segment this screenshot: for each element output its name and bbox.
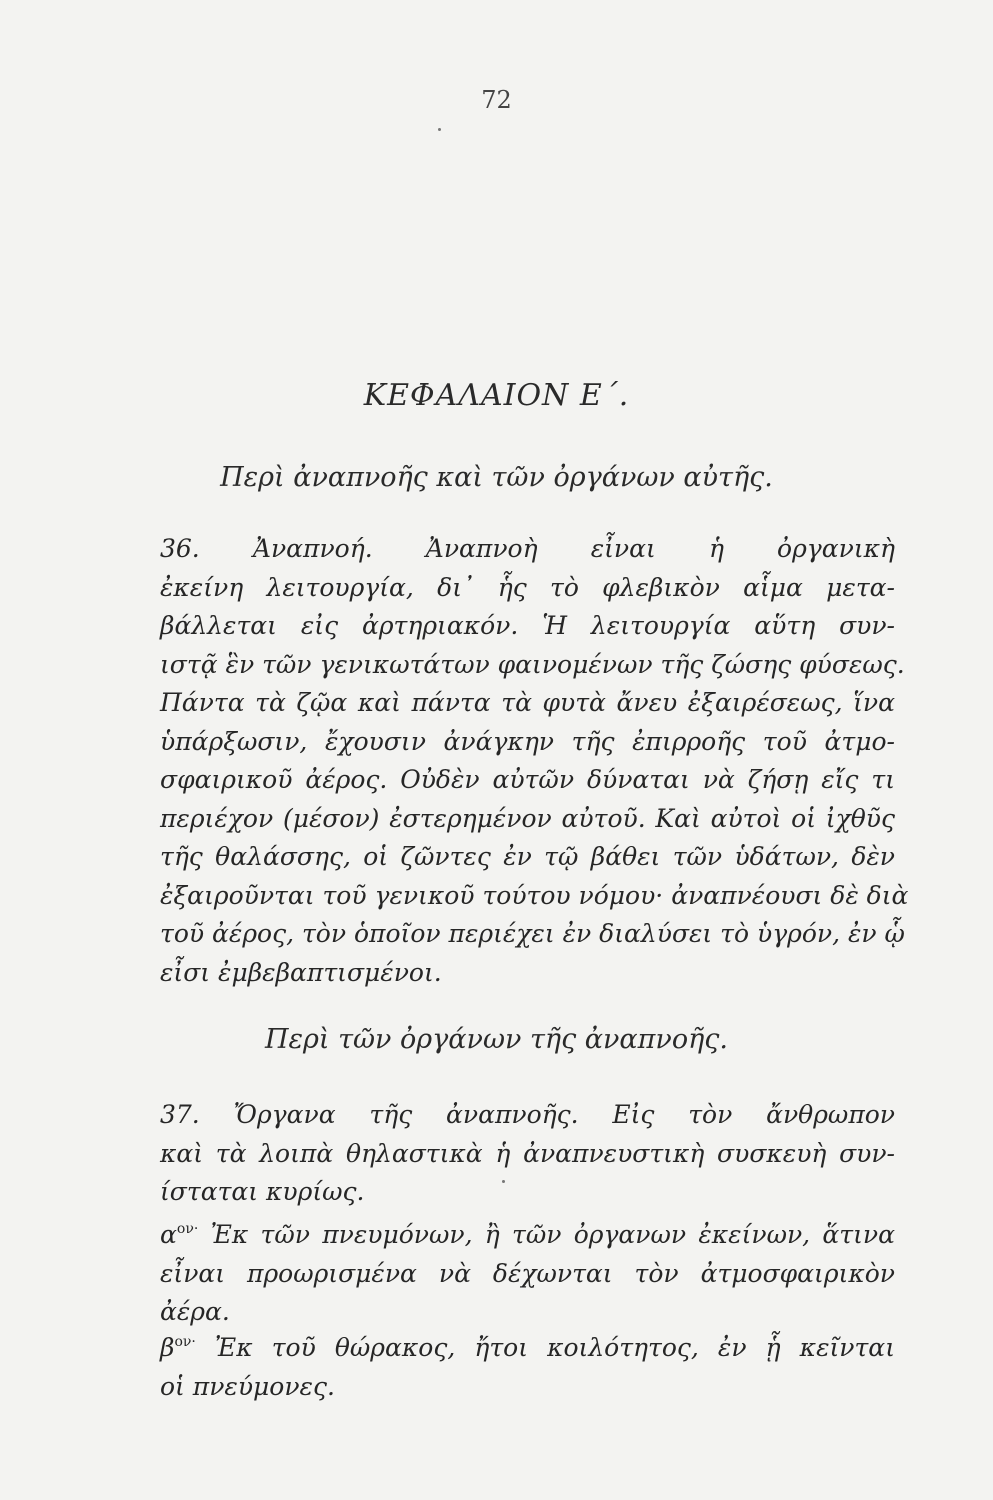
section-title-organs: Περὶ τῶν ὀργάνων τῆς ἀναπνοῆς.	[265, 1024, 728, 1055]
text-line: ιστᾷ ἓν τῶν γενικωτάτων φαινομένων τῆς ζώσης φύσεως.	[160, 649, 905, 679]
text-line	[160, 1323, 895, 1368]
paragraph-37	[160, 1096, 895, 1212]
list-item-alpha	[160, 1210, 895, 1332]
paper-speck	[502, 1180, 505, 1183]
text-line	[160, 1210, 895, 1255]
text-line: εἶναι προωρισμένα νὰ δέχωνται τὸν ἀτμοσφαιρικὸν	[160, 1258, 895, 1288]
chapter-title: ΚΕΦΑΛΑΙΟΝ Ε΄.	[363, 378, 630, 413]
text-line: 37. Ὄργανα τῆς ἀναπνοῆς. Εἰς τὸν ἄνθρωπον	[160, 1100, 895, 1129]
list-item-beta	[160, 1323, 895, 1406]
text-line: τῆς θαλάσσης, οἱ ζῶντες ἐν τῷ βάθει τῶν ὑδάτων, δὲν	[160, 842, 895, 871]
item-marker: α	[160, 1220, 177, 1249]
text-line: ἀέρα.	[160, 1297, 230, 1326]
text-line: ὑπάρξωσιν, ἔχουσιν ἀνάγκην τῆς ἐπιρροῆς τοῦ ἀτμο-	[160, 726, 895, 756]
item-marker-superscript: ον·	[174, 1334, 196, 1350]
text-line: περιέχον (μέσον) ἐστερημένον αὐτοῦ. Καὶ αὐτοὶ οἱ ἰχθῦς	[160, 803, 895, 833]
paper-speck	[438, 128, 441, 131]
paragraph-36	[160, 530, 909, 992]
text-line: εἶσι ἐμβεβαπτισμένοι.	[160, 957, 442, 987]
item-text: Ἐκ τοῦ θώρακος, ἤτοι κοιλότητος, ἐν ᾗ κεῖνται	[214, 1333, 895, 1362]
text-line: ἐκείνη λειτουργία, δι᾽ ἧς τὸ φλεβικὸν αἷμα μετα-	[160, 572, 895, 602]
item-text: Ἐκ τῶν πνευμόνων, ἢ τῶν ὀργανων ἐκείνων, ἅτινα	[210, 1220, 895, 1249]
item-marker-superscript: ον·	[176, 1221, 199, 1237]
text-line: τοῦ ἀέρος, τὸν ὁποῖον περιέχει ἐν διαλύσει τὸ ὑγρόν, ἐν ᾧ	[160, 919, 905, 948]
text-line: οἱ πνεύμονες.	[160, 1371, 335, 1401]
text-line: βάλλεται εἰς ἀρτηριακόν. Ἡ λειτουργία αὕτη συν-	[160, 611, 895, 640]
page-number: 72	[481, 86, 512, 114]
text-line: ίσταται κυρίως.	[160, 1177, 365, 1206]
section-title-respiration: Περὶ ἀναπνοῆς καὶ τῶν ὀργάνων αὐτῆς.	[220, 462, 773, 493]
text-line: σφαιρικοῦ ἀέρος. Οὐδὲν αὐτῶν δύναται νὰ ζήσῃ εἴς τι	[160, 765, 895, 794]
text-line: Πάντα τὰ ζῷα καὶ πάντα τὰ φυτὰ ἄνευ ἐξαιρέσεως, ἵνα	[160, 688, 895, 717]
text-line: καὶ τὰ λοιπὰ θηλαστικὰ ἡ ἀναπνευστικὴ συσκευὴ συν-	[160, 1138, 895, 1168]
text-line: 36. Ἀναπνοή. Ἀναπνοὴ εἶναι ἡ ὀργανικὴ	[160, 534, 895, 563]
text-line: ἐξαιροῦνται τοῦ γενικοῦ τούτου νόμου· ἀναπνέουσι δὲ διὰ	[160, 880, 909, 910]
item-marker: β	[160, 1333, 175, 1362]
